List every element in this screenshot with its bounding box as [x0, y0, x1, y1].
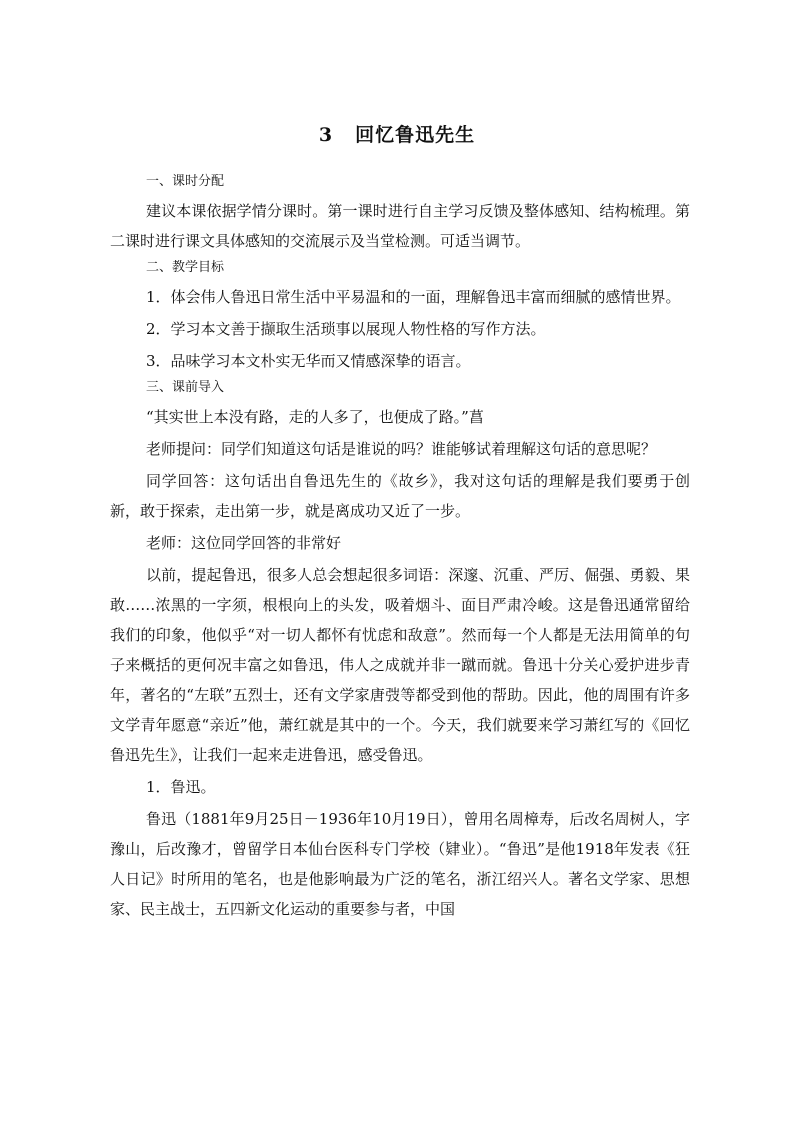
paragraph-quote: “其实世上本没有路，走的人多了，也便成了路。”菖: [146, 408, 484, 426]
paragraph-student-answer: 同学回答：这句话出自鲁迅先生的《故乡》，我对这句话的理解是我们要勇于创新，敢于探索，走出第一步，就是离成功又近了一步。: [110, 472, 690, 520]
section-heading-lesson-allocation: 一、课时分配: [146, 174, 225, 189]
paragraph-luxun-heading: 1．鲁迅。: [146, 778, 216, 796]
lesson-title: 回忆鲁迅先生: [355, 124, 476, 146]
lesson-number: 3: [318, 124, 334, 146]
document-body: [110, 170, 690, 924]
paragraph-goal-1: 1．体会伟人鲁迅日常生活中平易温和的一面，理解鲁迅丰富而细腻的感情世界。: [146, 288, 681, 306]
document-title: [0, 120, 794, 147]
paragraph-goal-3: 3．品味学习本文朴实无华而又情感深挚的语言。: [146, 352, 471, 370]
paragraph-introduction: 以前，提起鲁迅，很多人总会想起很多词语：深邃、沉重、严厉、倔强、勇毅、果敢……浓黑的一字须，根根向上的头发，吸着烟斗、面目严肃冷峻。这是鲁迅通常留给我们的印象，他似乎“对一切人都怀有忧虑和敌意”。然而每一个人都是无法用简单的句子来概括的更何况丰富之如鲁迅，伟人之成就并非一蹴而就。鲁迅十分关心爱护进步青年，著名的“左联”五烈士，还有文学家唐弢等都受到他的帮助。因此，他的周围有许多文学青年愿意“亲近”他，萧红就是其中的一个。今天，我们就要来学习萧红写的《回忆鲁迅先生》，让我们一起来走进鲁迅，感受鲁迅。: [110, 566, 690, 764]
paragraph-teacher-question: 老师提问：同学们知道这句话是谁说的吗？谁能够试着理解这句话的意思呢？: [146, 440, 657, 458]
paragraph-teacher-response: 老师：这位同学回答的非常好: [146, 534, 342, 552]
paragraph-goal-2: 2．学习本文善于撷取生活琐事以展现人物性格的写作方法。: [146, 320, 546, 338]
section-heading-introduction: 三、课前导入: [146, 380, 225, 395]
paragraph-lesson-allocation: 建议本课依据学情分课时。第一课时进行自主学习反馈及整体感知、结构梳理。第二课时进行课文具体感知的交流展示及当堂检测。可适当调节。: [110, 202, 690, 250]
paragraph-luxun-bio: 鲁迅（1881年9月25日－1936年10月19日），曾用名周樟寿，后改名周树人，字豫山，后改豫才，曾留学日本仙台医科专门学校（肄业）。“鲁迅”是他1918年发表《狂人日记》时所用的笔名，也是他影响最为广泛的笔名，浙江绍兴人。著名文学家、思想家、民主战士，五四新文化运动的重要参与者，中国: [110, 810, 690, 918]
section-heading-teaching-goals: 二、教学目标: [146, 260, 225, 275]
